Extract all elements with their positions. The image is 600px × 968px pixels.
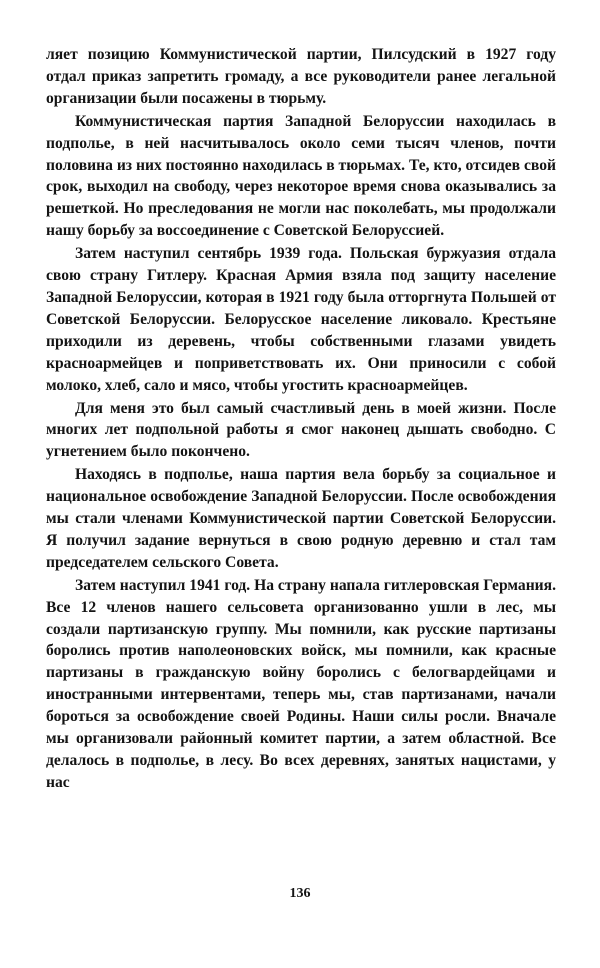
paragraph-5: Находясь в подполье, наша партия вела борьбу за социальное и национальное освобождение Западной Белоруссии. После освобождения мы стали членами Коммунистической партии Советской Белоруссии. Я получил задание вернуться в свою родную деревню и стал там председателем сельского Совета.	[46, 466, 556, 571]
paragraph-6: Затем наступил 1941 год. На страну напала гитлеровская Германия. Все 12 членов нашего сельсовета организованно ушли в лес, мы создали партизанскую группу. Мы помнили, как русские партизаны боролись против наполеоновских войск, мы помнили, как красные партизаны в гражданскую войну боролись с белогвардейцами и иностранными интервентами, теперь мы, став партизанами, начали бороться за освобождение своей Родины. Наши силы росли. Вначале мы организовали районный комитет партии, а затем областной. Все делалось в подполье, в лесу. Во всех деревнях, занятых нацистами, у нас	[46, 576, 556, 791]
paragraph-2: Коммунистическая партия Западной Белоруссии находилась в подполье, в ней насчитывалось около семи тысяч членов, почти половина из них постоянно находилась в тюрьмах. Те, кто, отсидев свой срок, выходил на свободу, через некоторое время снова оказывались за решеткой. Но преследования не могли нас поколебать, мы продолжали нашу борьбу за воссоединение с Советской Белоруссией.	[46, 112, 556, 240]
paragraph-1: ляет позицию Коммунистической партии, Пилсудский в 1927 году отдал приказ запретить громаду, а все руководители ранее легальной организации были посажены в тюрьму.	[46, 46, 556, 107]
page-number: 136	[289, 886, 311, 901]
page-text	[46, 44, 556, 794]
paragraph-3: Затем наступил сентябрь 1939 года. Польская буржуазия отдала свою страну Гитлеру. Красная Армия взяла под защиту население Западной Белоруссии, которая в 1921 году была отторгнута Польшей от Советской Белоруссии. Белорусское население ликовало. Крестьяне приходили из деревень, чтобы собственными глазами увидеть красноармейцев и поприветствовать их. Они приносили с собой молоко, хлеб, сало и мясо, чтобы угостить красноармейцев.	[46, 245, 556, 394]
paragraph-4: Для меня это был самый счастливый день в моей жизни. После многих лет подпольной работы я смог наконец дышать свободно. С угнетением было покончено.	[46, 399, 556, 461]
